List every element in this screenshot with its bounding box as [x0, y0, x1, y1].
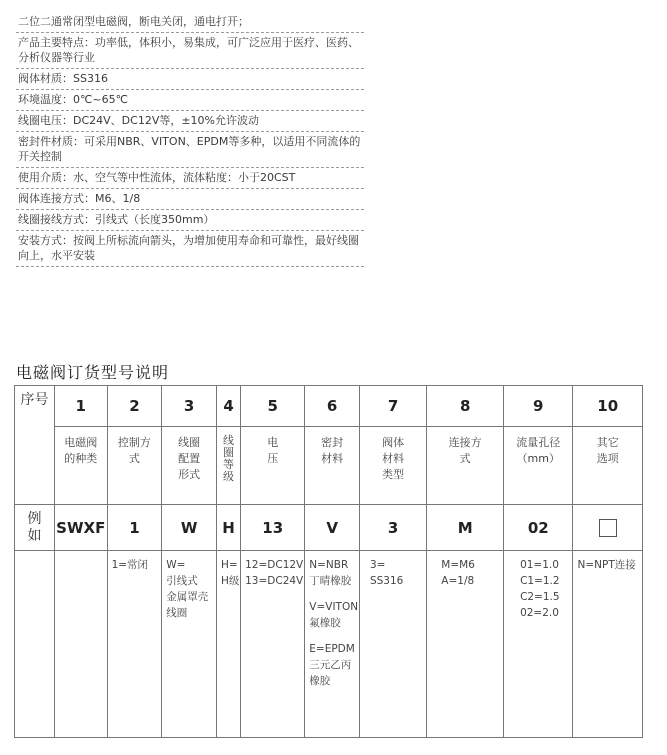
- option-text: E=EPDM 三元乙丙 橡胶: [309, 643, 355, 687]
- example-value: H: [216, 505, 240, 551]
- col-number: 7: [359, 386, 426, 427]
- example-value: 13: [241, 505, 305, 551]
- col-number: 3: [162, 386, 217, 427]
- option-text: N=NBR 丁晴橡胶: [309, 559, 352, 587]
- row-label-seq: 序号: [15, 386, 55, 505]
- spec-list: [16, 12, 364, 267]
- option-text: 12=DC12V 13=DC24V: [245, 559, 304, 587]
- example-checkbox-cell: [573, 505, 643, 551]
- spec-item: 二位二通常闭型电磁阀，断电关闭，通电打开；: [16, 12, 364, 33]
- example-value: W: [162, 505, 217, 551]
- options-cell: [573, 551, 643, 738]
- options-cell: [107, 551, 162, 738]
- option-text: H= H级: [220, 559, 240, 587]
- row-label-example: 例如: [15, 505, 55, 551]
- col-number: 4: [216, 386, 240, 427]
- col-number: 9: [504, 386, 573, 427]
- options-cell: [162, 551, 217, 738]
- spec-item: 阀体材质：SS316: [16, 69, 364, 90]
- example-value: M: [427, 505, 504, 551]
- checkbox-icon: [599, 519, 617, 537]
- option-text: V=VITON 氟橡胶: [309, 601, 359, 629]
- option-text: N=NPT连接: [577, 559, 636, 571]
- spec-item: 密封件材质：可采用NBR、VITON、EPDM等多种，以适用不同流体的开关控制: [16, 132, 364, 168]
- col-name: 控制方式: [107, 427, 162, 505]
- col-number: 2: [107, 386, 162, 427]
- spec-item: 阀体连接方式：M6、1/8: [16, 189, 364, 210]
- options-cell: [359, 551, 426, 738]
- options-cell: [305, 551, 360, 738]
- options-empty: [54, 551, 107, 738]
- example-value: 1: [107, 505, 162, 551]
- example-value: 02: [504, 505, 573, 551]
- col-name: 阀体材料类型: [359, 427, 426, 505]
- options-cell: [427, 551, 504, 738]
- spec-item: 产品主要特点：功率低，体积小，易集成，可广泛应用于医疗、医药、分析仪器等行业: [16, 33, 364, 69]
- col-number: 6: [305, 386, 360, 427]
- col-number: 5: [241, 386, 305, 427]
- spec-item: 环境温度：0℃~65℃: [16, 90, 364, 111]
- option-text: 3= SS316: [369, 559, 404, 587]
- example-value: V: [305, 505, 360, 551]
- spec-item: 线圈电压：DC24V、DC12V等，±10%允许波动: [16, 111, 364, 132]
- spec-item: 使用介质：水、空气等中性流体，流体粘度：小于20CST: [16, 168, 364, 189]
- options-cell: [216, 551, 240, 738]
- options-cell: [241, 551, 305, 738]
- col-number: 10: [573, 386, 643, 427]
- option-text: W= 引线式 金属罩壳 线圈: [166, 559, 209, 619]
- spec-item: 线圈接线方式：引线式（长度350mm）: [16, 210, 364, 231]
- col-name: 电磁阀的种类: [54, 427, 107, 505]
- option-text: 1=常闭: [111, 559, 149, 571]
- order-code-table: [14, 385, 643, 738]
- example-value: 3: [359, 505, 426, 551]
- col-name: 电压: [241, 427, 305, 505]
- col-name: 密封材料: [305, 427, 360, 505]
- option-text: M=M6 A=1/8: [441, 559, 475, 587]
- col-name: 连接方式: [427, 427, 504, 505]
- options-empty: [15, 551, 55, 738]
- section-title: 电磁阀订货型号说明: [16, 363, 170, 382]
- options-cell: [504, 551, 573, 738]
- col-name: 流量孔径（mm）: [504, 427, 573, 505]
- col-name: 线圈配置形式: [162, 427, 217, 505]
- example-value: SWXF: [54, 505, 107, 551]
- option-text: 01=1.0 C1=1.2 C2=1.5 02=2.0: [520, 559, 560, 619]
- col-number: 8: [427, 386, 504, 427]
- col-number: 1: [54, 386, 107, 427]
- spec-item: 安装方式：按阀上所标流向箭头，为增加使用寿命和可靠性，最好线圈向上，水平安装: [16, 231, 364, 267]
- col-name: 线圈等级: [216, 427, 240, 505]
- col-name: 其它选项: [573, 427, 643, 505]
